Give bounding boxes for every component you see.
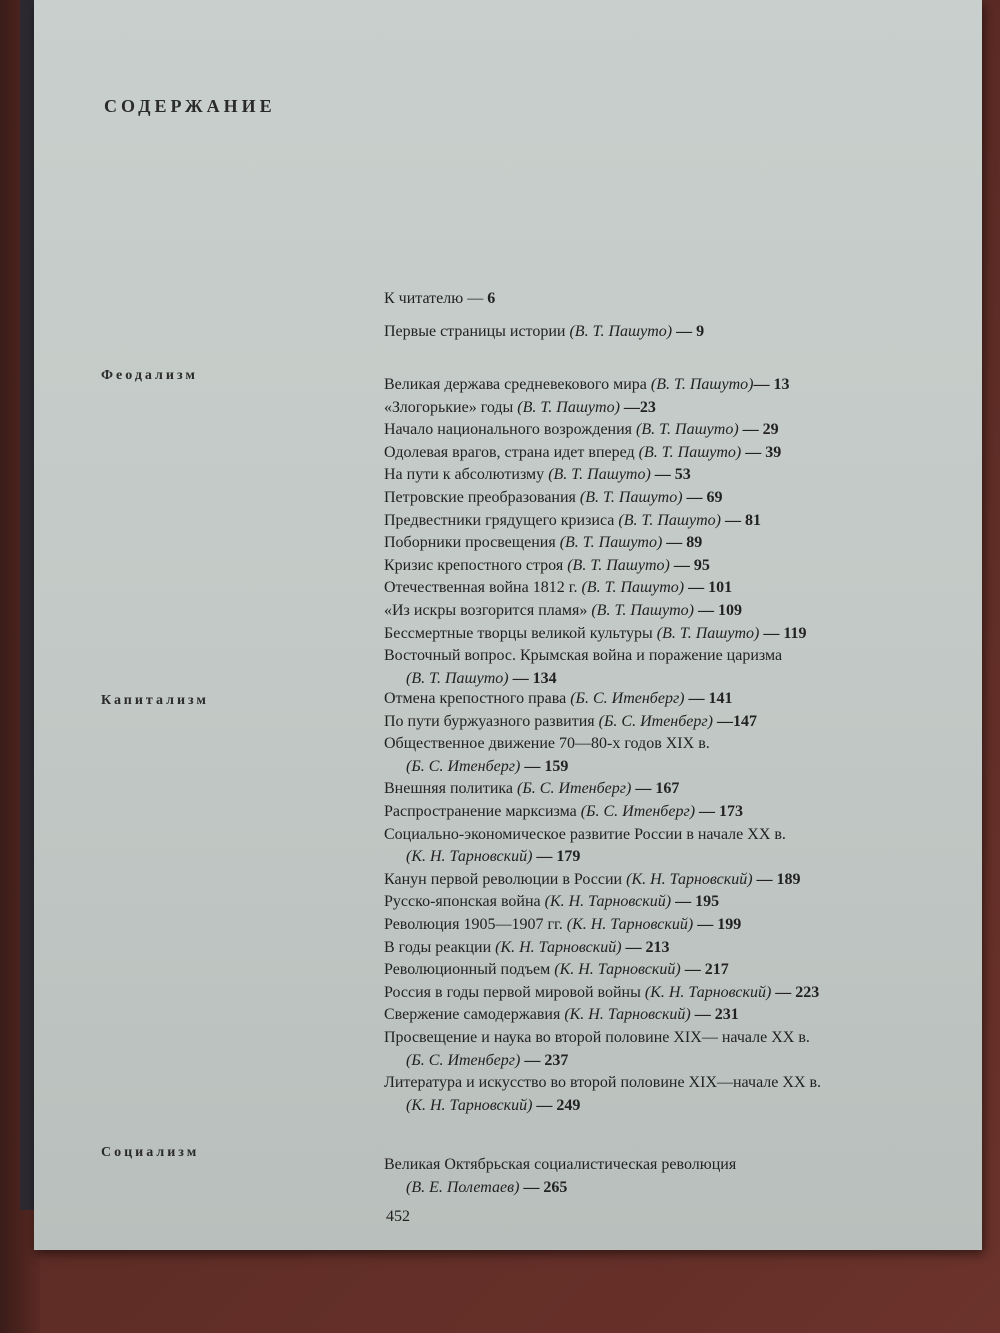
entry-page: — 173 (695, 802, 744, 820)
entry-title: Кризис крепостного строя (384, 556, 568, 574)
toc-section-capitalism (384, 688, 974, 1117)
toc-entry (384, 487, 974, 510)
entry-title: Великая Октябрьская социалистическая революция (384, 1156, 737, 1173)
entry-title: Первые страницы истории (384, 322, 570, 340)
toc-entry (384, 464, 974, 487)
entry-author: (Б. С. Итенберг) (570, 690, 685, 707)
toc-section-socialism (384, 1154, 974, 1199)
entry-author: (В. Т. Пашуто) (517, 398, 620, 416)
toc-entry (384, 982, 974, 1005)
entry-title: На пути к абсолютизму (384, 466, 549, 484)
entry-title: Литература и искусство во второй половине XIX—начале XX в. (384, 1074, 822, 1092)
entry-title: Петровские преобразования (384, 488, 580, 506)
entry-author: (К. Н. Тарновский) (406, 848, 533, 866)
entry-title: «Злогорькие» годы (384, 398, 518, 416)
toc-entry (384, 891, 974, 914)
entry-author: (К. Н. Тарновский) (644, 983, 772, 1001)
entry-page: — 231 (690, 1006, 739, 1024)
entry-author: (К. Н. Тарновский) (554, 961, 681, 979)
entry-page: — 195 (671, 893, 720, 911)
entry-page: — 159 (520, 757, 569, 775)
entry-author: (К. Н. Тарновский) (406, 1096, 533, 1114)
entry-page: — 89 (662, 534, 703, 552)
entry-title: Бессмертные творцы великой культуры (384, 624, 657, 642)
toc-entry (384, 668, 974, 691)
toc-entry (384, 1095, 974, 1118)
entry-title: Революция 1905—1907 гг. (384, 915, 567, 933)
toc-entry (384, 756, 974, 779)
section-label-feudalism: Феодализм (101, 368, 198, 383)
toc-entry (384, 532, 974, 555)
toc-entry (384, 778, 974, 801)
toc-entry (384, 959, 974, 982)
toc-entry (384, 937, 974, 960)
entry-page: — 199 (693, 915, 742, 933)
toc-entry (384, 733, 974, 756)
entry-author: (В. Е. Полетаев) (406, 1178, 520, 1196)
entry-page: — 109 (693, 601, 742, 619)
toc-intro (384, 288, 974, 343)
entry-page: — 189 (752, 870, 801, 888)
toc-entry (384, 397, 974, 420)
entry-author: (В. Т. Пашуто) (636, 421, 739, 439)
entry-title: Революционный подъем (384, 961, 555, 979)
page-number: 452 (386, 1208, 410, 1225)
entry-author: (К. Н. Тарновский) (626, 870, 753, 888)
entry-page: — 265 (519, 1178, 568, 1196)
entry-page: — 53 (650, 466, 691, 484)
entry-author: (В. Т. Пашуто) (618, 511, 721, 529)
toc-entry (384, 1072, 974, 1095)
entry-author: (В. Т. Пашуто) (406, 669, 509, 687)
toc-entry (384, 846, 974, 869)
entry-author: (К. Н. Тарновский) (566, 915, 694, 933)
entry-page: —23 (619, 398, 656, 416)
entry-title: Свержение самодержавия (384, 1006, 565, 1024)
entry-page: — 13 (753, 376, 790, 393)
entry-author: (В. Т. Пашуто) (638, 443, 742, 461)
entry-author: (Б. С. Итенберг) (598, 712, 713, 730)
entry-title: По пути буржуазного развития (384, 712, 599, 730)
toc-entry (384, 1177, 974, 1200)
entry-author: (Б. С. Итенберг) (406, 1051, 521, 1069)
entry-author: (В. Т. Пашуто) (569, 322, 673, 340)
contents-heading: СОДЕРЖАНИЕ (104, 96, 276, 116)
book-page (34, 0, 982, 1250)
entry-title: «Из искры возгорится пламя» (384, 601, 592, 619)
entry-page: — 29 (738, 421, 779, 439)
entry-page: — 237 (520, 1051, 569, 1069)
entry-title: Россия в годы первой мировой войны (384, 983, 645, 1001)
toc-entry (384, 869, 974, 892)
entry-title: Отечественная война 1812 г. (384, 579, 582, 597)
toc-entry (384, 1004, 974, 1027)
entry-page: — 81 (720, 511, 761, 529)
entry-author: (Б. С. Итенберг) (406, 757, 521, 775)
entry-title: Восточный вопрос. Крымская война и поражение царизма (384, 647, 783, 665)
section-label-capitalism: Капитализм (101, 693, 209, 708)
toc-entry (384, 824, 974, 847)
entry-page: — 217 (680, 961, 729, 979)
entry-page: — 179 (532, 848, 581, 866)
entry-title: Русско-японская война (384, 893, 545, 911)
toc-entry (384, 577, 974, 600)
entry-author: (В. Т. Пашуто) (650, 376, 754, 393)
entry-author: (В. Т. Пашуто) (567, 556, 670, 574)
toc-entry (384, 623, 974, 646)
toc-entry (384, 914, 974, 937)
toc-entry (384, 645, 974, 668)
entry-author: (В. Т. Пашуто) (656, 624, 760, 642)
entry-title: Начало национального возрождения (384, 421, 637, 439)
entry-page: 6 (487, 290, 496, 307)
entry-page: —147 (712, 712, 757, 730)
entry-title: В годы реакции (384, 938, 496, 956)
entry-author: (Б. С. Итенберг) (517, 780, 632, 798)
toc-entry (384, 510, 974, 533)
entry-page: — 141 (684, 690, 733, 707)
toc-entry (384, 1050, 974, 1073)
entry-page: — 119 (759, 624, 807, 642)
entry-page: — 249 (532, 1096, 581, 1114)
toc-entry (384, 555, 974, 578)
toc-entry (384, 1154, 974, 1177)
toc-section-feudalism (384, 374, 974, 690)
entry-title: К читателю — (384, 290, 488, 307)
entry-page: — 101 (684, 579, 733, 597)
entry-author: (В. Т. Пашуто) (579, 488, 683, 506)
entry-page: — 95 (669, 556, 710, 574)
entry-page: — 213 (621, 938, 670, 956)
toc-entry (384, 1027, 974, 1050)
entry-page: — 134 (508, 669, 557, 687)
entry-author: (В. Т. Пашуто) (559, 534, 663, 552)
entry-page: — 9 (672, 322, 705, 340)
entry-title: Предвестники грядущего кризиса (384, 511, 619, 529)
toc-entry (384, 419, 974, 442)
entry-title: Канун первой революции в России (384, 870, 627, 888)
entry-author: (В. Т. Пашуто) (591, 601, 694, 619)
toc-entry (384, 374, 974, 397)
entry-page: — 69 (682, 488, 723, 506)
entry-author: (К. Н. Тарновский) (495, 938, 622, 956)
entry-title: Одолевая врагов, страна идет вперед (384, 443, 639, 461)
entry-title: Внешняя политика (384, 780, 518, 798)
entry-title: Отмена крепостного права (384, 690, 571, 707)
entry-title: Великая держава средневекового мира (384, 376, 651, 393)
entry-title: Общественное движение 70—80-х годов XIX в. (384, 735, 710, 753)
entry-author: (В. Т. Пашуто) (548, 466, 651, 484)
entry-page: — 167 (631, 780, 680, 798)
entry-author: (Б. С. Итенберг) (580, 802, 696, 820)
entry-author: (К. Н. Тарновский) (544, 893, 672, 911)
entry-title: Поборники просвещения (384, 534, 560, 552)
toc-entry (384, 801, 974, 824)
entry-page: — 223 (771, 983, 820, 1001)
entry-title: Социально-экономическое развитие России в начале XX в. (384, 825, 786, 843)
section-label-socialism: Социализм (101, 1145, 200, 1160)
toc-entry (384, 321, 974, 344)
toc-entry (384, 288, 974, 311)
entry-title: Распространение марксизма (384, 802, 581, 820)
entry-title: Просвещение и наука во второй половине XIX— начале XX в. (384, 1028, 810, 1046)
toc-entry (384, 711, 974, 734)
entry-page: — 39 (741, 443, 782, 461)
entry-author: (К. Н. Тарновский) (564, 1006, 691, 1024)
toc-entry (384, 600, 974, 623)
toc-entry (384, 688, 974, 711)
entry-author: (В. Т. Пашуто) (581, 579, 685, 597)
toc-entry (384, 442, 974, 465)
